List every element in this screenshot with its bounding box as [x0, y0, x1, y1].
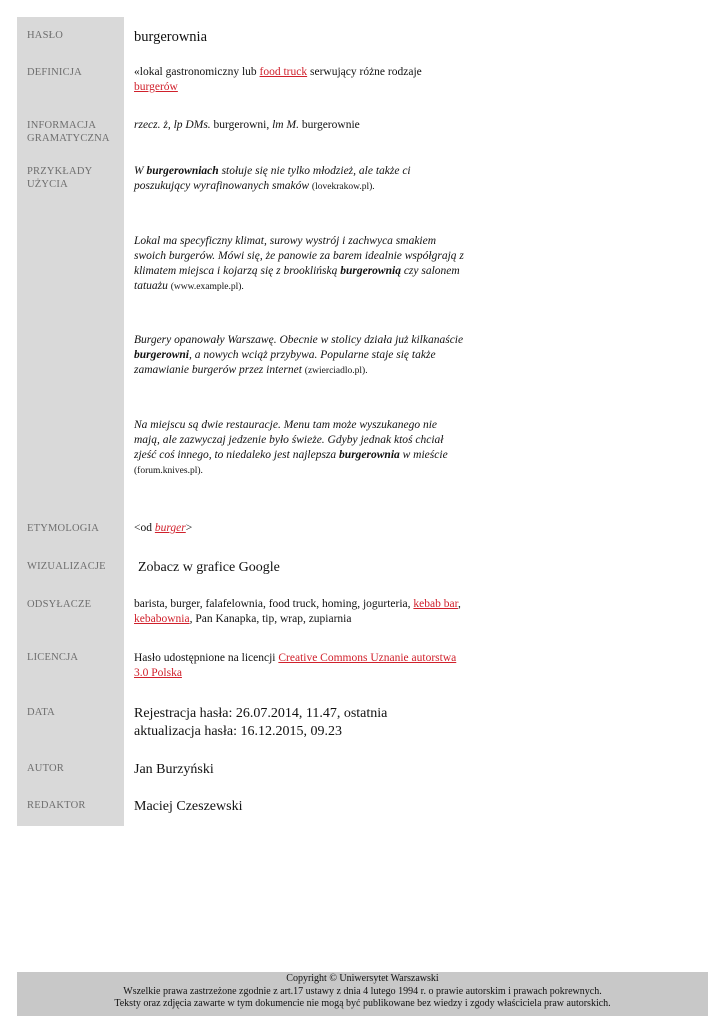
grammar-form: burgerowni,	[210, 119, 273, 131]
etymology	[134, 521, 464, 536]
headword: burgerownia	[134, 29, 208, 45]
example-headword: burgerownia	[339, 449, 400, 461]
label-odsylacze: ODSYŁACZE	[27, 599, 92, 610]
google-images-link[interactable]: Zobacz w grafice Google	[138, 560, 280, 575]
crossref-text: , Pan Kanapka, tip, wrap, zupiarnia	[189, 613, 352, 625]
definition-link-burgerow[interactable]: burgerów	[134, 81, 178, 93]
label-wizualizacje: WIZUALIZACJE	[27, 561, 106, 572]
usage-example: Burgery opanowały Warszawę. Obecnie w stolicy działa już kilkanaście burgerowni, a nowych wciąż przybywa. Popularne staje się także zamawianie burgerów przez internet (zwierciadlo.pl).	[134, 334, 464, 376]
example-text: , a nowych wciąż przybywa. Popularne staje się także zamawianie burgerów przez internet	[134, 349, 436, 376]
label-line: GRAMATYCZNA	[27, 133, 110, 144]
crossref-text: barista, burger, falafelownia, food truck, homing, jogurteria,	[134, 598, 414, 610]
example-text: czy salonem tatuażu	[134, 265, 460, 292]
crossref-link-kebabownia[interactable]: kebabownia	[134, 613, 190, 625]
definition	[134, 65, 464, 95]
example-headword: burgerowni	[134, 349, 189, 361]
grammar-abbrev: rzecz. ż, lp DMs.	[134, 119, 211, 131]
license-link[interactable]: Creative Commons Uznanie autorstwa 3.0 Polska	[134, 652, 457, 679]
label-redaktor: REDAKTOR	[27, 800, 86, 811]
etymology-link-burger[interactable]: burger	[154, 522, 186, 534]
example-headword: burgerownią	[340, 265, 401, 277]
footer-notice: Teksty oraz zdjęcia zawarte w tym dokumencie nie mogą być publikowane bez wiedzy i zgody właściciela praw autorskich.	[114, 998, 611, 1009]
example-source: www.example.pl	[173, 282, 239, 292]
cross-references	[134, 597, 464, 627]
license	[134, 651, 464, 681]
etymology-text: >	[185, 522, 193, 534]
label-data: DATA	[27, 707, 55, 718]
label-line: PRZYKŁADY	[27, 166, 93, 177]
crossref-text: ,	[457, 598, 461, 610]
example-headword: burgerowniach	[146, 165, 219, 177]
footer-rights: Wszelkie prawa zastrzeżone zgodnie z art.17 ustawy z dnia 4 lutego 1994 r. o prawie autorskim i prawach pokrewnych.	[123, 985, 602, 997]
definition-text: «lokal gastronomiczny lub	[134, 66, 260, 78]
label-haslo: HASŁO	[27, 30, 64, 41]
license-text: Hasło udostępnione na licencji	[134, 652, 279, 664]
label-etymologia: ETYMOLOGIA	[27, 523, 99, 534]
example-text: Lokal ma specyficzny klimat, surowy wystrój i zachwyca smakiem swoich burgerów. Mówi się, że panowie za barem idealnie współgrają z klimatem miejsca i kojarzą się z brooklińską	[134, 235, 464, 277]
example-text: Na miejscu są dwie restauracje. Menu tam może wyszukanego nie mają, ale zazwyczaj jedzenie było świeże. Gdyby jednak ktoś chciał zjeść coś innego, to niedaleko jest najlepsza	[134, 419, 444, 461]
label-przyklady-uzycia	[27, 165, 122, 191]
etymology-text: <od	[134, 522, 155, 534]
editor-name: Maciej Czeszewski	[134, 799, 243, 814]
example-source: zwierciadlo.pl	[307, 366, 363, 376]
author-name: Jan Burzyński	[134, 762, 214, 777]
label-line: UŻYCIA	[27, 179, 68, 190]
copyright-footer	[17, 972, 708, 1016]
example-text: Burgery opanowały Warszawę. Obecnie w stolicy działa już kilkanaście	[134, 334, 464, 346]
footer-copyright: Copyright © Uniwersytet Warszawski	[286, 973, 439, 984]
example-source: forum.knives.pl	[137, 466, 198, 476]
crossref-link-kebab-bar[interactable]: kebab bar	[413, 598, 458, 610]
label-informacja-gramatyczna	[27, 119, 122, 145]
example-text: W	[134, 165, 147, 177]
example-text: w mieście	[399, 449, 448, 461]
example-source: lovekrakow.pl	[315, 182, 370, 192]
usage-example: Lokal ma specyficzny klimat, surowy wystrój i zachwyca smakiem swoich burgerów. Mówi się, że panowie za barem idealnie współgrają z klimatem miejsca i kojarzą się z brooklińską burgerownią czy salonem tatuażu (www.example.pl).	[134, 235, 464, 292]
usage-example: W burgerowniach stołuje się nie tylko młodzież, ale także ci poszukujący wyrafinowanych smaków (lovekrakow.pl).	[134, 165, 411, 192]
label-autor: AUTOR	[27, 763, 64, 774]
label-line: INFORMACJA	[27, 120, 97, 131]
grammar-form: burgerownie	[298, 119, 360, 131]
label-definicja: DEFINICJA	[27, 67, 82, 78]
label-licencja: LICENCJA	[27, 652, 79, 663]
definition-text: serwujący różne rodzaje	[307, 66, 422, 78]
usage-example: Na miejscu są dwie restauracje. Menu tam może wyszukanego nie mają, ale zazwyczaj jedzenie było świeże. Gdyby jednak ktoś chciał zjeść coś innego, to niedaleko jest najlepsza burgerownia w mieście (forum.knives.pl).	[134, 419, 448, 476]
grammar-abbrev: lm M.	[272, 119, 299, 131]
example-text: stołuje się nie tylko młodzież, ale także ci poszukujący wyrafinowanych smaków	[134, 165, 411, 192]
grammar-info	[134, 118, 464, 133]
registration-date: Rejestracja hasła: 26.07.2014, 11.47, ostatnia aktualizacja hasła: 16.12.2015, 09.23	[134, 706, 388, 739]
definition-link-food-truck[interactable]: food truck	[259, 66, 308, 78]
